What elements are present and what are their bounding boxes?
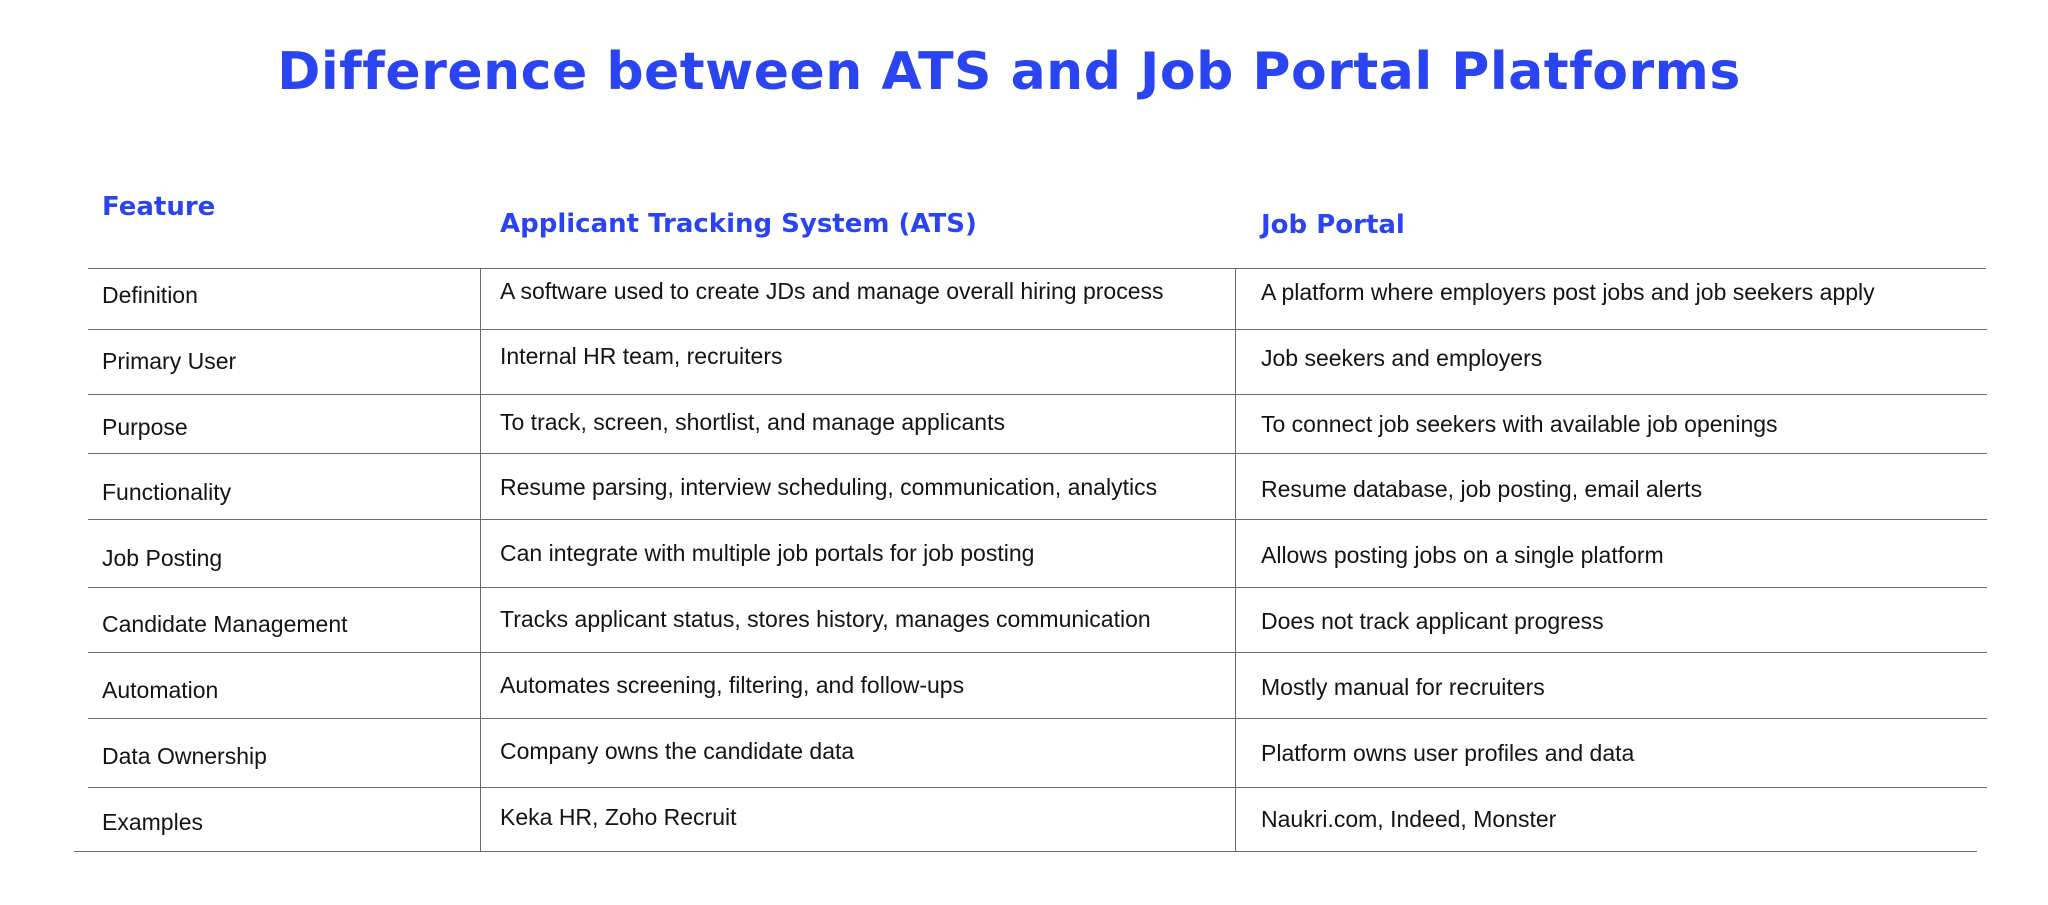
page-title: Difference between ATS and Job Portal Platforms [277, 42, 1741, 102]
row-divider [88, 587, 1987, 588]
row-divider [88, 652, 1987, 653]
portal-cell: A platform where employers post jobs and job seekers apply [1261, 279, 1875, 305]
portal-cell: Resume database, job posting, email alerts [1261, 476, 1703, 502]
header-feature: Feature [102, 192, 216, 222]
feature-cell: Examples [102, 809, 203, 835]
table-bottom-border [74, 851, 1977, 852]
feature-cell: Definition [102, 282, 198, 308]
feature-cell: Candidate Management [102, 611, 348, 637]
portal-cell: Allows posting jobs on a single platform [1261, 542, 1664, 568]
row-divider [88, 787, 1987, 788]
feature-cell: Functionality [102, 479, 232, 505]
ats-cell: Keka HR, Zoho Recruit [500, 804, 737, 830]
feature-cell: Job Posting [102, 545, 223, 571]
portal-cell: Job seekers and employers [1261, 345, 1543, 371]
ats-cell: Internal HR team, recruiters [500, 343, 783, 369]
ats-cell: To track, screen, shortlist, and manage applicants [500, 409, 1005, 435]
portal-cell: Does not track applicant progress [1261, 608, 1604, 634]
ats-cell: Resume parsing, interview scheduling, communication, analytics [500, 474, 1158, 500]
column-divider [1235, 268, 1236, 851]
row-divider [88, 268, 1986, 269]
ats-cell: A software used to create JDs and manage overall hiring process [500, 278, 1164, 304]
header-ats: Applicant Tracking System (ATS) [500, 209, 977, 239]
ats-cell: Can integrate with multiple job portals for job posting [500, 540, 1035, 566]
header-job-portal: Job Portal [1261, 210, 1405, 240]
portal-cell: Platform owns user profiles and data [1261, 740, 1635, 766]
portal-cell: To connect job seekers with available job openings [1261, 411, 1778, 437]
ats-cell: Tracks applicant status, stores history, manages communication [500, 606, 1151, 632]
feature-cell: Automation [102, 677, 219, 703]
portal-cell: Naukri.com, Indeed, Monster [1261, 806, 1557, 832]
feature-cell: Purpose [102, 414, 188, 440]
ats-cell: Company owns the candidate data [500, 738, 855, 764]
feature-cell: Data Ownership [102, 743, 267, 769]
row-divider [88, 519, 1987, 520]
row-divider [88, 453, 1987, 454]
portal-cell: Mostly manual for recruiters [1261, 674, 1545, 700]
feature-cell: Primary User [102, 348, 237, 374]
row-divider [88, 329, 1987, 330]
column-divider [480, 268, 481, 851]
ats-cell: Automates screening, filtering, and follow-ups [500, 672, 965, 698]
row-divider [88, 718, 1987, 719]
row-divider [88, 394, 1987, 395]
